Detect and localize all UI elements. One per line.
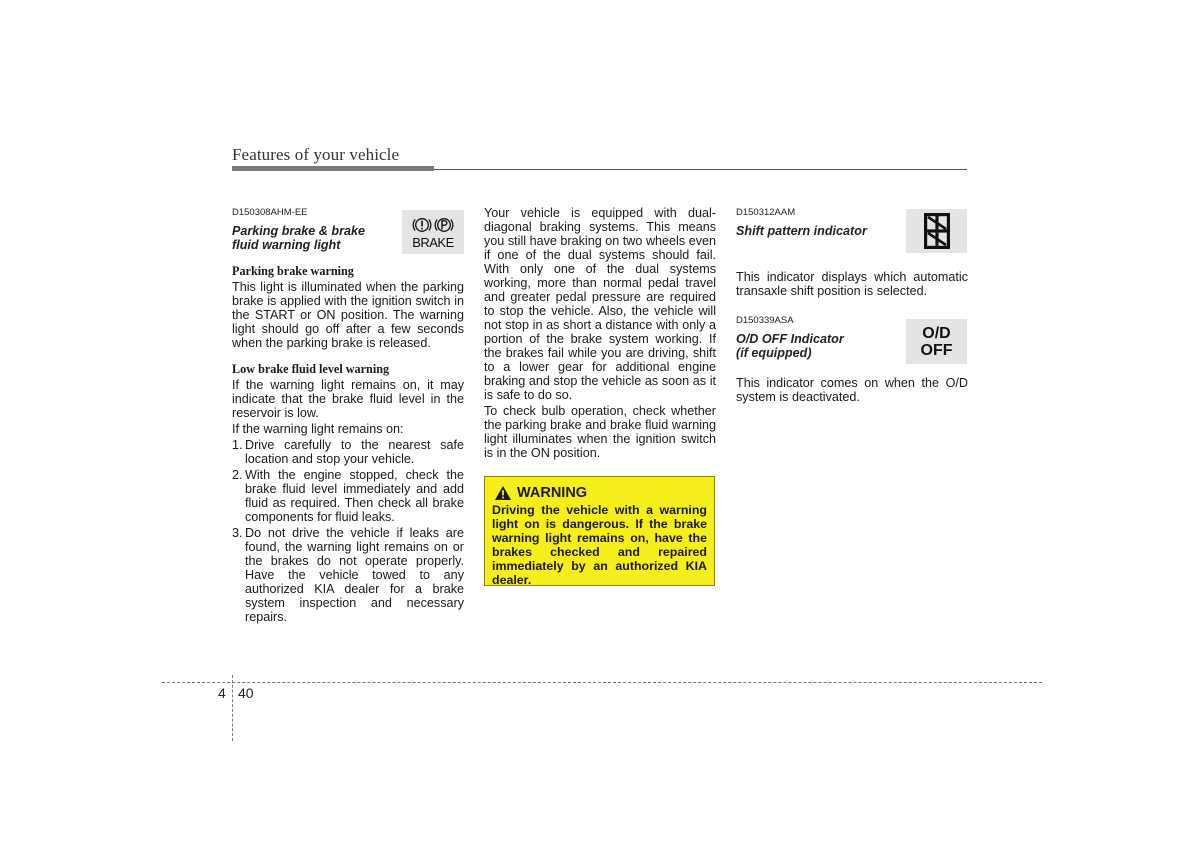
list-item-text: Drive carefully to the nearest safe location and stop your vehicle.: [245, 438, 464, 466]
warning-header: [494, 485, 707, 501]
page-number: 40: [238, 685, 254, 701]
paragraph-dual-braking: Your vehicle is equipped with dual-diagonal braking systems. This means you still have braking on two wheels even if one of the dual systems should fail. With only one of the dual systems working, more than normal pedal travel and greater pedal pressure are required to stop the vehicle. Also, the vehicle will not stop in as short a distance with only a portion of the brake system working. If the brakes fail while you are driving, shift to a lower gear for additional engine braking and stop the vehicle as soon as it is safe to do so.: [484, 206, 716, 402]
list-item-number: 2.: [232, 468, 243, 482]
section-title-line-1: Parking brake & brake: [232, 224, 365, 238]
paragraph-bulb-check: To check bulb operation, check whether the parking brake and brake fluid warning light illuminates when the ignition switch is in the ON position.: [484, 404, 716, 460]
shift-pattern-digit-icon: [922, 211, 952, 251]
warning-box: [484, 476, 715, 586]
warning-body: Driving the vehicle with a warning light on is dangerous. If the brake warning light remains on, have the brakes checked and repaired immediately by an authorized KIA dealer.: [492, 503, 707, 587]
section-header-title: Features of your vehicle: [232, 145, 400, 164]
section-code: D150339ASA: [736, 315, 794, 326]
section-title-line-2: fluid warning light: [232, 238, 341, 252]
section-code: D150312AAM: [736, 207, 796, 218]
paragraph-if-remains-on: If the warning light remains on:: [232, 422, 404, 436]
footer-vertical-dashed-rule: [232, 675, 233, 741]
brake-icon-label: BRAKE: [412, 235, 454, 250]
steps-list: [232, 438, 464, 624]
paragraph-low-brake-fluid: If the warning light remains on, it may indicate that the brake fluid level in the reservoir is low.: [232, 378, 464, 420]
shift-pattern-icon: [906, 209, 967, 253]
brake-symbols: [412, 215, 454, 235]
header-accent-bar: [232, 166, 434, 171]
warning-triangle-icon: [494, 485, 512, 501]
section-title-if-equipped: (if equipped): [736, 346, 812, 360]
list-item-text: With the engine stopped, check the brake fluid level immediately and add fluid as required. Then check all brake components for fluid leaks.: [245, 468, 464, 524]
parking-circle-icon: [434, 215, 454, 235]
od-icon-line-1: O/D: [922, 324, 951, 342]
footer-dashed-rule: [162, 682, 1042, 683]
paragraph-parking-brake: This light is illuminated when the parking brake is applied with the ignition switch in the START or ON position. The warning light should go off after a few seconds when the parking brake is released.: [232, 280, 464, 350]
header-rule: [434, 169, 967, 170]
section-title-od-off: O/D OFF Indicator: [736, 332, 844, 346]
list-item: [232, 438, 464, 466]
list-item-number: 1.: [232, 438, 243, 452]
list-item: [232, 468, 464, 524]
subheading-parking-brake-warning: Parking brake warning: [232, 264, 354, 278]
paragraph-shift-pattern: This indicator displays which automatic transaxle shift position is selected.: [736, 270, 968, 298]
column-parking-brake: [232, 206, 464, 626]
section-code: D150308AHM-EE: [232, 207, 308, 218]
warning-title: WARNING: [517, 485, 588, 501]
list-item: [232, 526, 464, 624]
chapter-number: 4: [218, 685, 226, 701]
od-off-icon: [906, 319, 967, 364]
list-item-number: 3.: [232, 526, 243, 540]
exclamation-circle-icon: [412, 215, 432, 235]
od-icon-line-2: OFF: [920, 341, 953, 359]
paragraph-od-off: This indicator comes on when the O/D system is deactivated.: [736, 376, 968, 404]
list-item-text: Do not drive the vehicle if leaks are found, the warning light remains on or the brakes do not operate properly. Have the vehicle towed to any authorized KIA dealer for a brake system inspection and necessary repairs.: [245, 526, 464, 624]
brake-warning-icon: [402, 210, 464, 254]
column-dual-braking: [484, 206, 716, 460]
section-title-shift-pattern: Shift pattern indicator: [736, 224, 867, 238]
subheading-low-brake-fluid: Low brake fluid level warning: [232, 362, 390, 376]
